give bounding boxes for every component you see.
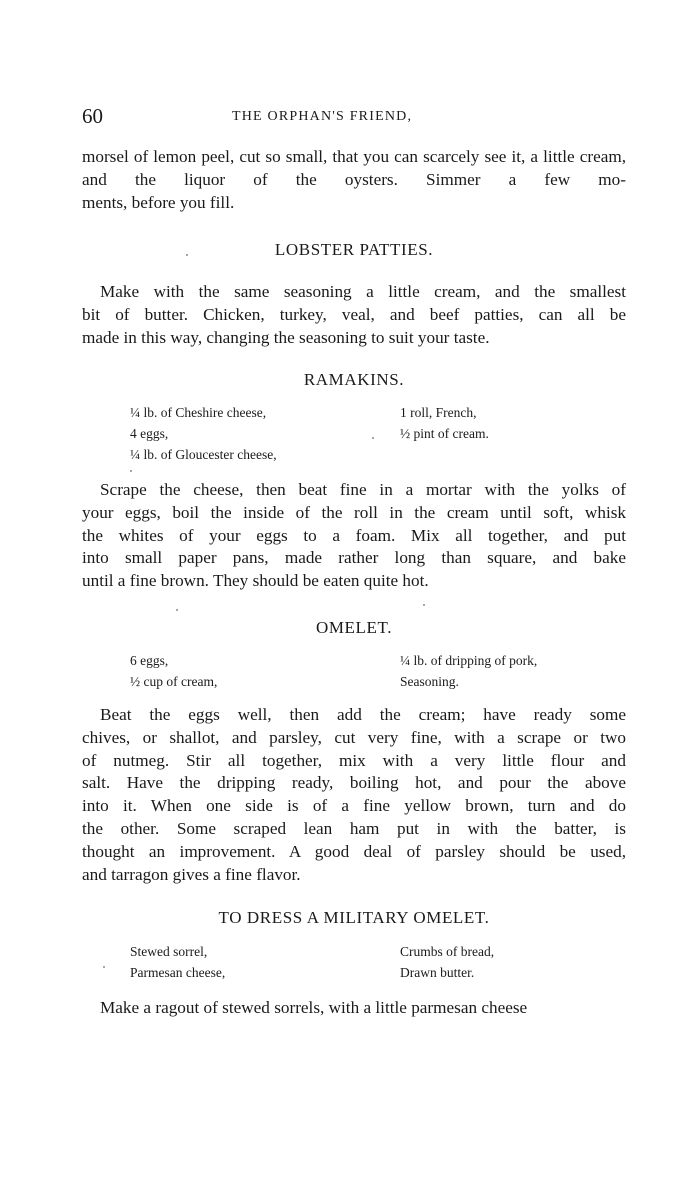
page-header <box>82 104 627 132</box>
text-line: bit of butter. Chicken, turkey, veal, and beef patties, can all be <box>82 304 626 324</box>
omelet-paragraph <box>82 704 626 886</box>
page-number: 60 <box>82 104 103 128</box>
text-line: Make with the same seasoning a little cream, and the smallest <box>100 282 626 301</box>
text-line: your eggs, boil the inside of the roll in the cream until soft, whisk <box>82 502 626 522</box>
text-line: the whites of your eggs to a foam. Mix all together, and put <box>82 525 626 545</box>
text-line: Make a ragout of stewed sorrels, with a little parmesan cheese <box>100 998 528 1017</box>
running-title: THE ORPHAN'S FRIEND, <box>232 109 413 124</box>
recipe-heading-omelet: OMELET. <box>315 618 393 637</box>
print-speck <box>176 609 178 611</box>
military-ingredients-right <box>400 941 494 983</box>
print-speck <box>130 470 132 472</box>
print-speck <box>372 437 374 439</box>
text-line: little cream, and the liquor of the oysters. Simmer a few mo- <box>82 147 627 189</box>
recipe-heading-lobster-patties: LOBSTER PATTIES. <box>274 240 434 259</box>
text-line: thought an improvement. A good deal of parsley should be used, <box>82 841 626 861</box>
text-line: until a fine brown. They should be eaten quite hot. <box>82 571 429 591</box>
ingredient: Stewed sorrel, <box>130 944 208 959</box>
text-line: Scrape the cheese, then beat fine in a mortar with the yolks of <box>100 480 626 499</box>
continuation-paragraph <box>82 146 626 214</box>
omelet-ingredients-right <box>400 650 537 692</box>
ramakins-paragraph <box>82 479 626 593</box>
text-line: salt. Have the dripping ready, boiling hot, and pour the above <box>82 773 626 793</box>
text-line: and tarragon gives a fine flavor. <box>82 864 301 884</box>
text-line: Beat the eggs well, then add the cream; have ready some <box>100 705 626 724</box>
ramakins-ingredients-left <box>130 402 277 465</box>
text-line: into small paper pans, made rather long than square, and bake <box>82 548 626 568</box>
ingredient: ½ pint of cream. <box>400 426 489 441</box>
text-line: ments, before you fill. <box>82 192 235 212</box>
text-line: of nutmeg. Stir all together, mix with a very little flour and <box>82 750 626 770</box>
military-ingredients-left <box>130 941 225 983</box>
military-paragraph <box>82 997 626 1020</box>
print-speck <box>186 254 188 256</box>
print-speck <box>423 604 425 606</box>
ingredient: ½ cup of cream, <box>130 674 218 689</box>
omelet-ingredients-left <box>130 650 217 692</box>
text-line: made in this way, changing the seasoning to suit your taste. <box>82 327 490 347</box>
ingredient: ¼ lb. of dripping of pork, <box>400 653 538 668</box>
ingredient: 4 eggs, <box>130 426 169 441</box>
print-speck <box>103 966 105 968</box>
recipe-heading-ramakins: RAMAKINS. <box>303 370 405 389</box>
text-line: the other. Some scraped lean ham put in with the batter, is <box>82 818 626 838</box>
ramakins-ingredients-right <box>400 402 489 444</box>
text-line: into it. When one side is of a fine yellow brown, turn and do <box>82 796 626 816</box>
ingredient: Parmesan cheese, <box>130 965 226 980</box>
ingredient: ¼ lb. of Cheshire cheese, <box>130 405 267 420</box>
ingredient: Drawn butter. <box>400 965 475 980</box>
ingredient: Seasoning. <box>400 674 459 689</box>
lobster-paragraph <box>82 281 626 349</box>
text-line: morsel of lemon peel, cut so small, that you can scarcely see it, a <box>82 147 539 166</box>
ingredient: ¼ lb. of Gloucester cheese, <box>130 447 277 462</box>
text-line: chives, or shallot, and parsley, cut very fine, with a scrape or two <box>82 727 626 747</box>
ingredient: 1 roll, French, <box>400 405 477 420</box>
ingredient: 6 eggs, <box>130 653 169 668</box>
recipe-heading-military-omelet: TO DRESS A MILITARY OMELET. <box>218 908 490 927</box>
ingredient: Crumbs of bread, <box>400 944 495 959</box>
